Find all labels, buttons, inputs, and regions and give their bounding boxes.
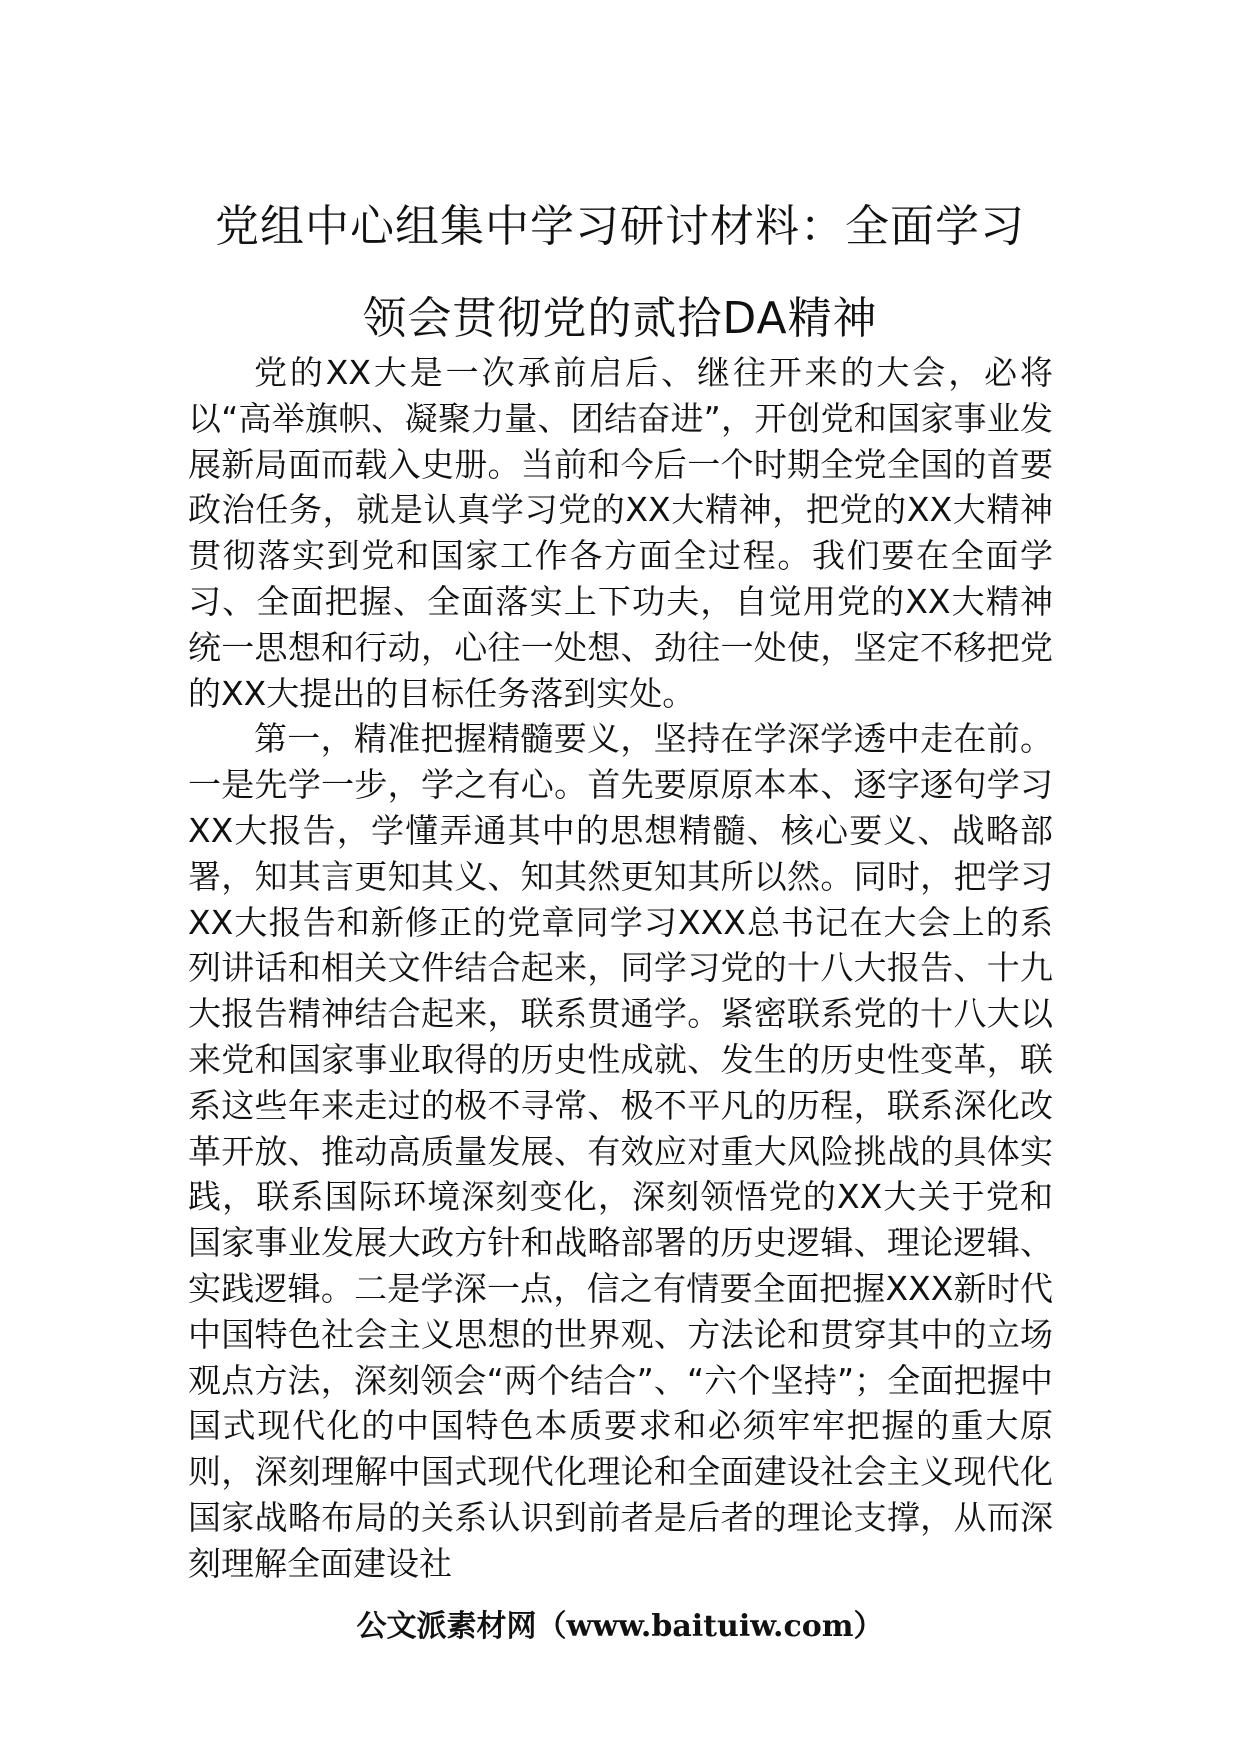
document-title-line-2: 领会贯彻党的贰拾DA精神 <box>362 293 878 344</box>
body-paragraph-first-point: 第一，精准把握精髓要义，坚持在学深学透中走在前。一是先学一步，学之有心。首先要原原本本、逐字逐句学习XX大报告，学懂弄通其中的思想精髓、核心要义、战略部署，知其言更知其义、知其然更知其所以然。同时，把学习XX大报告和新修正的党章同学习XXX总书记在大会上的系列讲话和相关文件结合起来，同学习党的十八大报告、十九大报告精神结合起来，联系贯通学。紧密联系党的十八大以来党和国家事业取得的历史性成就、发生的历史性变革，联系这些年来走过的极不寻常、极不平凡的历程，联系深化改革开放、推动高质量发展、有效应对重大风险挑战的具体实践，联系国际环境深刻变化，深刻领悟党的XX大关于党和国家事业发展大政方针和战略部署的历史逻辑、理论逻辑、实践逻辑。二是学深一点，信之有情要全面把握XXX新时代中国特色社会主义思想的世界观、方法论和贯穿其中的立场观点方法，深刻领会“两个结合”、“六个坚持”；全面把握中国式现代化的中国特色本质要求和必须牢牢把握的重大原则，深刻理解中国式现代化理论和全面建设社会主义现代化国家战略布局的关系认识到前者是后者的理论支撑，从而深刻理解全面建设社 <box>188 719 1053 1583</box>
body-paragraph-intro: 党的XX大是一次承前启后、继往开来的大会，必将以“高举旗帜、凝聚力量、团结奋进”，开创党和国家事业发展新局面而载入史册。当前和今后一个时期全党全国的首要政治任务，就是认真学习党的XX大精神，把党的XX大精神贯彻落实到党和国家工作各方面全过程。我们要在全面学习、全面把握、全面落实上下功夫，自觉用党的XX大精神统一思想和行动，心往一处想、劲往一处使，坚定不移把党的XX大提出的目标任务落到实处。 <box>188 353 1053 713</box>
document-title-line-1: 党组中心组集中学习研讨材料：全面学习 <box>215 201 1025 252</box>
page-footer-watermark: 公文派素材网（www.baituiw.com） <box>356 1609 884 1644</box>
document-body <box>188 350 1053 1587</box>
